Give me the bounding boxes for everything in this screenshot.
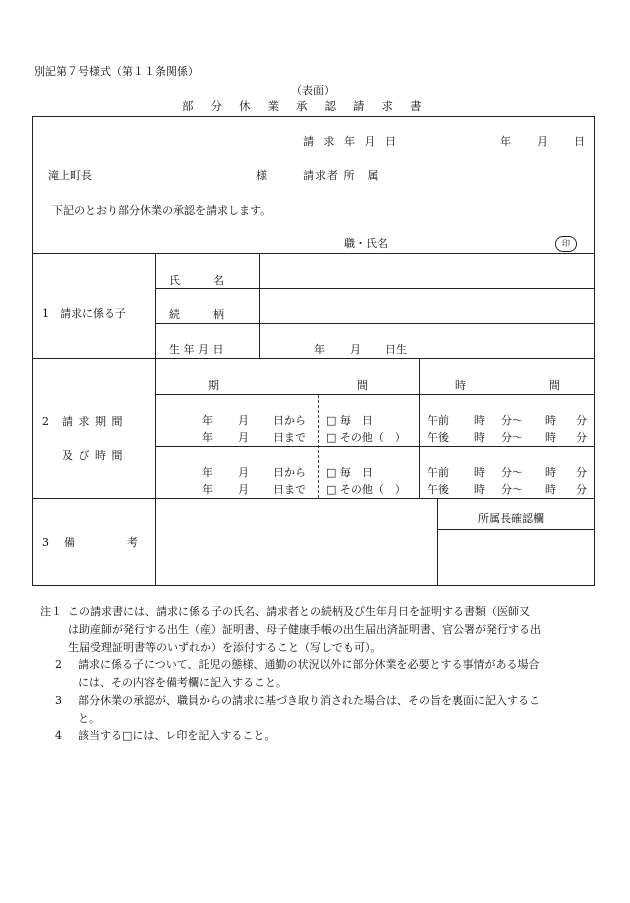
period-header-1: 期: [208, 379, 219, 392]
row1-day: 日から: [273, 414, 306, 427]
row4-minute: 分〜: [501, 483, 523, 496]
section1-row-divider-2: [155, 323, 595, 324]
row3-minute2: 分: [576, 466, 587, 479]
row2-minute2: 分: [576, 431, 587, 444]
row4-ampm: 午後: [427, 483, 449, 496]
row1-hour2: 時: [545, 414, 556, 427]
date-month: 月: [537, 135, 548, 148]
section1-field-divider: [259, 253, 260, 358]
addressee: 滝上町長: [48, 169, 92, 182]
note2-line1: 請求に係る子について、託児の態様、通勤の状況以外に部分休業を必要とする事情がある場合: [78, 658, 540, 671]
row1-option-every-day[interactable]: □ 毎 日: [326, 414, 373, 427]
row1-minute2: 分: [576, 414, 587, 427]
row4-hour: 時: [474, 483, 485, 496]
section2-row-divider: [155, 446, 595, 447]
table-right-border: [594, 116, 595, 586]
note2-line2: には、その内容を備考欄に記入すること。: [78, 676, 287, 689]
table-bottom-border: [32, 585, 595, 586]
row3-hour2: 時: [545, 466, 556, 479]
honorific: 様: [256, 169, 267, 182]
row1-ampm: 午前: [427, 414, 449, 427]
child-name-label: 氏 名: [169, 274, 224, 287]
relation-label: 続 柄: [169, 308, 224, 321]
row2-ampm: 午後: [427, 431, 449, 444]
period-header-2: 間: [357, 379, 368, 392]
requester-affiliation-label: 請求者 所 属: [303, 169, 380, 182]
position-name-label: 職・氏名: [344, 237, 388, 250]
section3-label-a: 備: [64, 536, 75, 549]
row4-year: 年: [202, 483, 213, 496]
note4-line1: 該当する□には、レ印を記入すること。: [78, 729, 276, 742]
row2-minute: 分〜: [501, 431, 523, 444]
row4-option-other[interactable]: □ その他（ ）: [326, 483, 406, 496]
request-statement: 下記のとおり部分休業の承認を請求します。: [52, 204, 272, 217]
time-header-1: 時: [455, 379, 466, 392]
section1-bottom-divider: [32, 358, 595, 359]
note2-num: 2: [55, 658, 62, 671]
note1-num: 注１: [40, 605, 62, 618]
date-day: 日: [574, 135, 585, 148]
note3-line2: と。: [78, 712, 100, 725]
row2-day: 日まで: [273, 431, 306, 444]
confirm-column-divider: [437, 498, 438, 586]
time-column-divider: [419, 358, 420, 498]
section2-label-line1: 2 請 求 期 間: [42, 415, 124, 428]
time-header-2: 間: [549, 379, 560, 392]
row3-day: 日から: [273, 466, 306, 479]
section1-row-divider-1: [155, 288, 595, 289]
dob-day: 日生: [385, 343, 407, 356]
row2-hour2: 時: [545, 431, 556, 444]
row1-month: 月: [238, 414, 249, 427]
row4-hour2: 時: [545, 483, 556, 496]
supervisor-confirm-label: 所属長確認欄: [478, 512, 544, 525]
row1-hour: 時: [474, 414, 485, 427]
section2-label-line2: 及 び 時 間: [62, 449, 124, 462]
request-date-label: 請 求 年 月 日: [303, 135, 399, 148]
note3-line1: 部分休業の承認が、職員からの請求に基づき取り消された場合は、その旨を裏面に記入するこ: [78, 694, 540, 707]
note1-line3: 生届受理証明書等のいずれか）を添付すること（写しでも可）。: [68, 641, 382, 654]
form-code: 別記第７号様式（第１１条関係）: [34, 65, 199, 78]
page-title: 部分休業承認請求書: [182, 99, 439, 113]
row3-year: 年: [202, 466, 213, 479]
row2-option-other[interactable]: □ その他（ ）: [326, 431, 406, 444]
dob-month: 月: [350, 343, 361, 356]
row3-ampm: 午前: [427, 466, 449, 479]
note3-num: 3: [55, 694, 62, 707]
row4-minute2: 分: [576, 483, 587, 496]
row2-hour: 時: [474, 431, 485, 444]
row2-month: 月: [238, 431, 249, 444]
header-divider: [32, 253, 595, 254]
note4-num: 4: [55, 729, 62, 742]
row3-minute: 分〜: [501, 466, 523, 479]
section3-label-num: 3: [42, 536, 49, 549]
confirm-header-divider: [437, 529, 595, 530]
note1-line2: は助産師が発行する出生（産）証明書、母子健康手帳の出生届出済証明書、官公署が発行する出: [68, 623, 541, 636]
table-left-border: [32, 116, 33, 586]
side-label: （表面）: [291, 84, 335, 97]
section2-bottom-divider: [32, 498, 595, 499]
section1-label: 1 請求に係る子: [42, 307, 126, 320]
row2-year: 年: [202, 431, 213, 444]
row4-month: 月: [238, 483, 249, 496]
row3-hour: 時: [474, 466, 485, 479]
row1-minute: 分〜: [501, 414, 523, 427]
date-year: 年: [500, 135, 511, 148]
note1-line1: この請求書には、請求に係る子の氏名、請求者との続柄及び生年月日を証明する書類（医師又: [68, 605, 530, 618]
row4-day: 日まで: [273, 483, 306, 496]
section2-header-divider: [155, 394, 595, 395]
section3-label-b: 考: [127, 536, 138, 549]
row3-month: 月: [238, 466, 249, 479]
row3-option-every-day[interactable]: □ 毎 日: [326, 466, 373, 479]
dob-label: 生 年 月 日: [169, 343, 224, 356]
dob-year: 年: [314, 343, 325, 356]
seal-mark: 印: [555, 236, 577, 252]
row1-year: 年: [202, 414, 213, 427]
table-top-border: [32, 116, 595, 117]
label-column-divider: [155, 253, 156, 586]
